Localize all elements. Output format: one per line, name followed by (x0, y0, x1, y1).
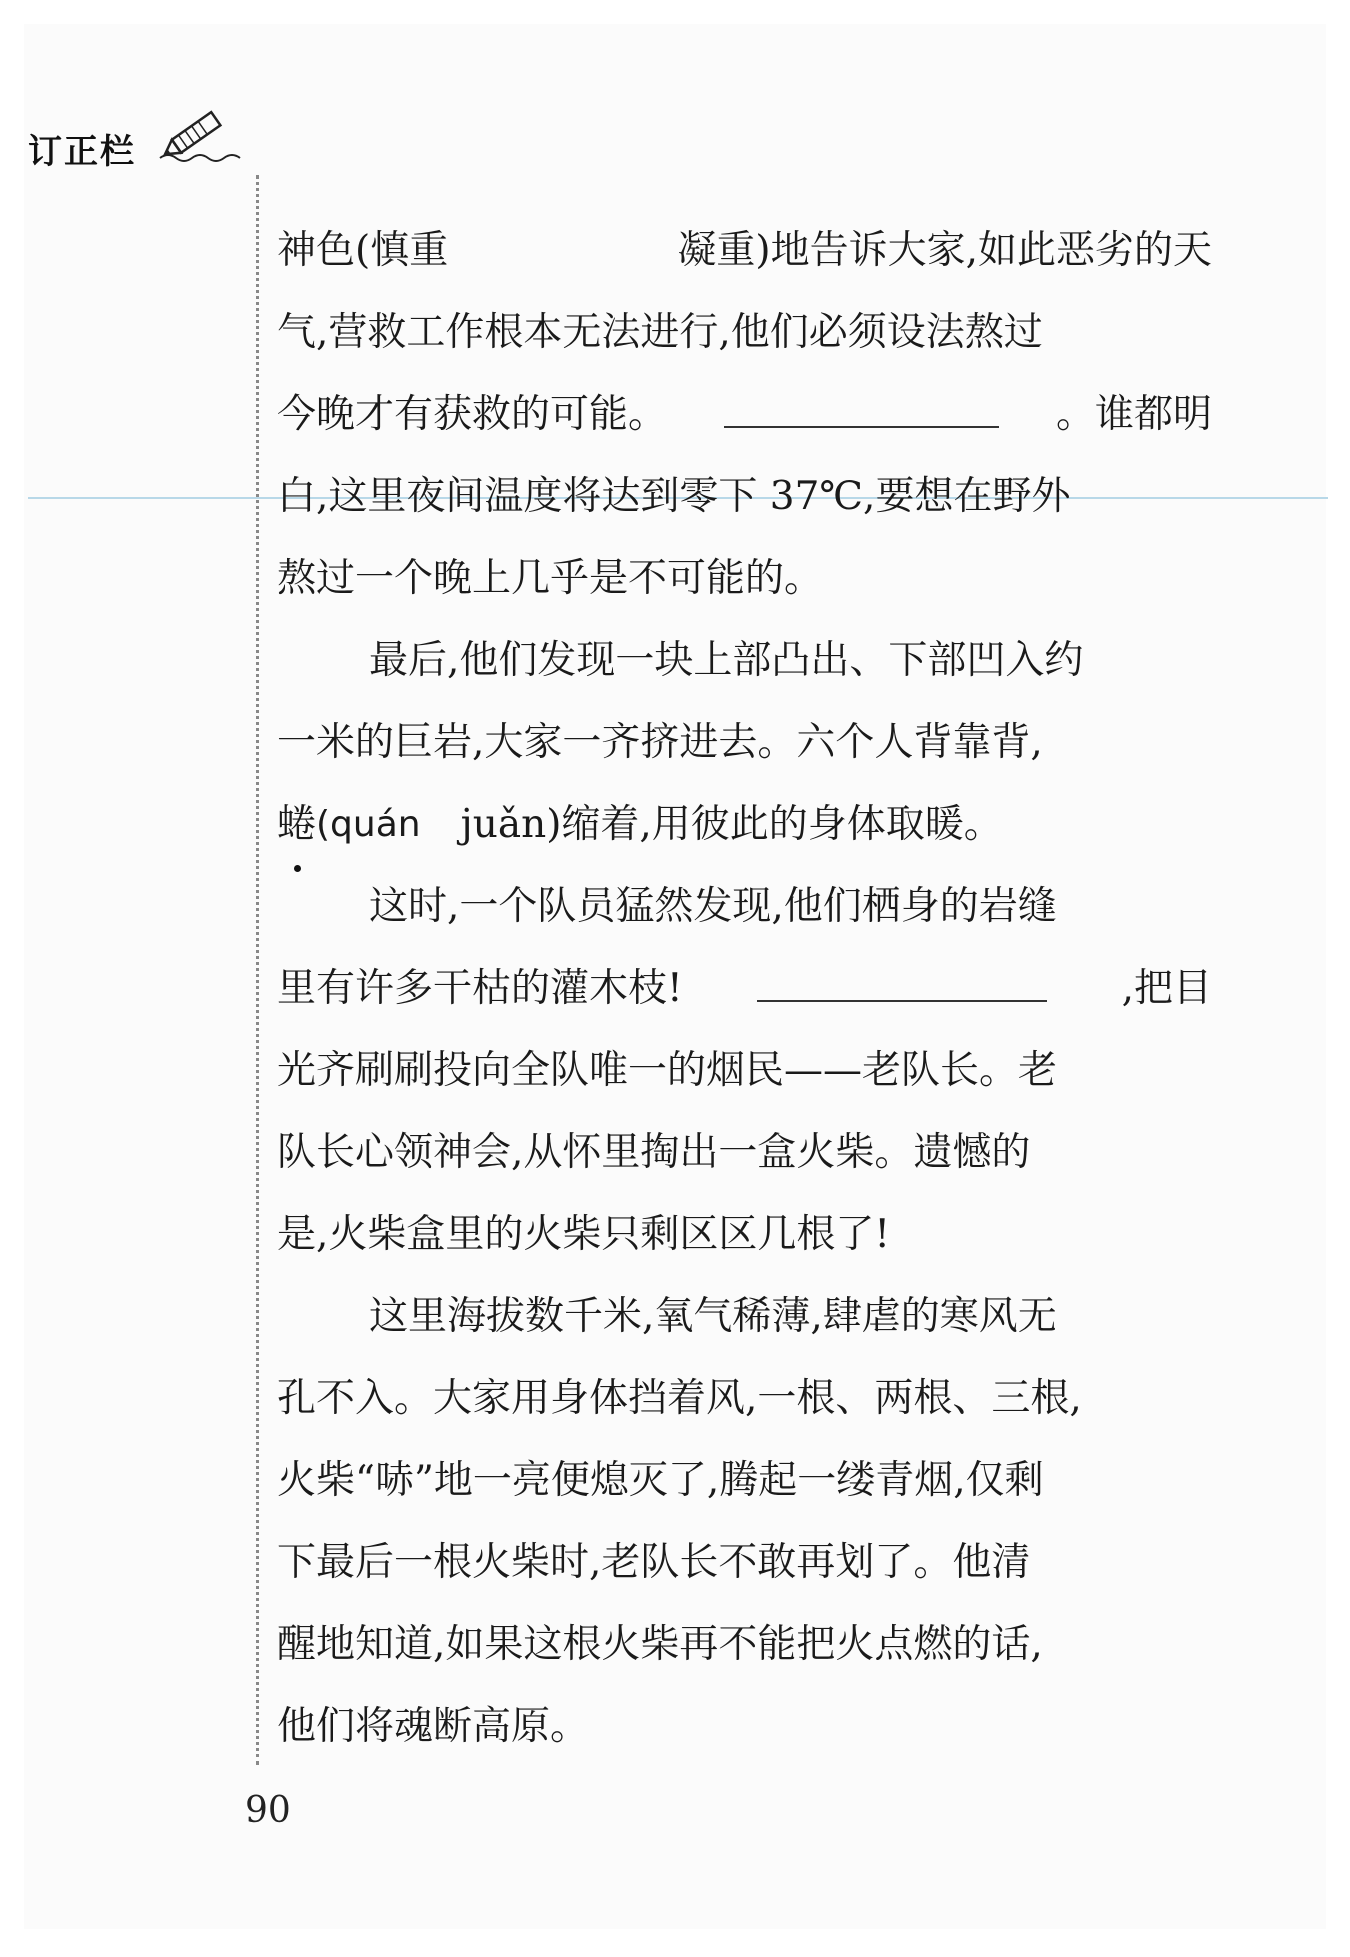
pinyin-option-2[interactable]: juǎn)缩着,用彼此的身体取暖。 (460, 802, 1003, 847)
text-line: 里有许多干枯的灌木枝! ,把目 (277, 948, 1212, 1030)
text-line: 今晚才有获救的可能。 。谁都明 (277, 374, 1212, 456)
text-line (277, 784, 1212, 866)
page-number: 90 (245, 1790, 291, 1831)
text-line: 这时,一个队员猛然发现,他们栖身的岩缝 (369, 884, 1057, 929)
fill-in-blank-2[interactable] (757, 948, 1047, 1002)
text-line: 下最后一根火柴时,老队长不敢再划了。他清 (277, 1540, 1031, 1585)
text-line: 是,火柴盒里的火柴只剩区区几根了! (277, 1212, 891, 1257)
text-line: 气,营救工作根本无法进行,他们必须设法熬过 (277, 310, 1043, 355)
text-line: 一米的巨岩,大家一齐挤进去。六个人背靠背, (277, 720, 1043, 765)
text-line: 孔不入。大家用身体挡着风,一根、两根、三根, (277, 1376, 1082, 1421)
correction-column-header (28, 118, 136, 178)
text-line: 他们将魂断高原。 (277, 1704, 590, 1749)
text-line: 这里海拔数千米,氧气稀薄,肆虐的寒风无 (369, 1294, 1057, 1339)
dotted-character: 蜷 (277, 784, 316, 866)
correction-column-label: 订正栏 (28, 131, 136, 172)
text-line: 最后,他们发现一块上部凸出、下部凹入约 (369, 638, 1084, 683)
text-line: 熬过一个晚上几乎是不可能的。 (277, 556, 824, 601)
text-line: 白,这里夜间温度将达到零下 37℃,要想在野外 (277, 474, 1071, 519)
text-line: 光齐刷刷投向全队唯一的烟民——老队长。老 (277, 1048, 1058, 1093)
fill-in-blank-1[interactable] (724, 374, 999, 428)
margin-dotted-line (256, 175, 259, 1765)
text-line: 火柴“哧”地一亮便熄灭了,腾起一缕青烟,仅剩 (277, 1458, 1044, 1503)
pinyin-option-1[interactable]: (quán (316, 804, 421, 845)
text-line: 醒地知道,如果这根火柴再不能把火点燃的话, (277, 1622, 1043, 1667)
reading-passage (277, 210, 1212, 1768)
pencil-icon (150, 96, 250, 166)
text-line: 队长心领神会,从怀里掏出一盒火柴。遗憾的 (277, 1130, 1031, 1175)
text-line: 神色(慎重 凝重)地告诉大家,如此恶劣的天 (277, 228, 1212, 273)
